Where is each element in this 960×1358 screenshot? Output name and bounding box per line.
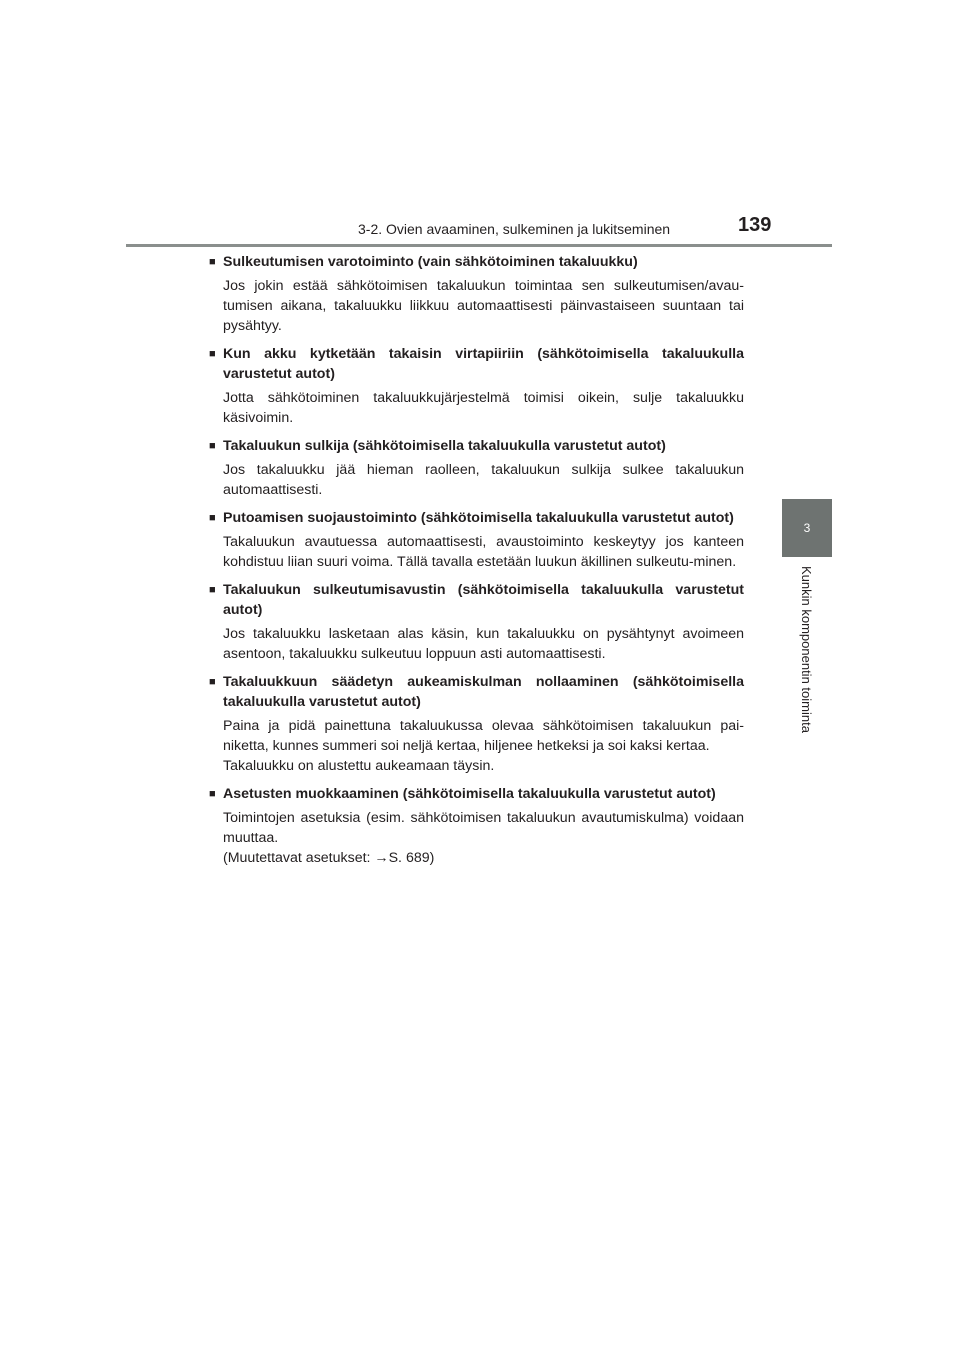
section-heading-text: Kun akku kytketään takaisin virtapiiriin (sähkötoimisella takaluukulla varustetut autot) (223, 346, 744, 382)
square-bullet-icon: ■ (209, 584, 216, 596)
section-item (209, 252, 744, 336)
section-body: Jotta sähkötoiminen takaluukkujärjestelmä toimisi oikein, sulje takaluukku käsivoimin. (223, 390, 744, 426)
section-item (209, 436, 744, 500)
section-heading-text: Asetusten muokkaaminen (sähkötoimisella takaluukulla varustetut autot) (223, 786, 716, 802)
chapter-label-text: Kunkin komponentin toiminta (799, 566, 814, 733)
section-heading (209, 508, 744, 528)
page-number: 139 (738, 214, 772, 236)
section-heading (209, 784, 744, 804)
section-heading (209, 252, 744, 272)
section-body: Jos takaluukku jää hieman raolleen, takaluukun sulkija sulkee takaluukun automaattisesti. (223, 462, 744, 498)
section-heading-text: Takaluukun sulkeutumisavustin (sähkötoimisella takaluukulla varustetut autot) (223, 582, 744, 618)
page-content (209, 252, 744, 876)
section-heading-text: Takaluukun sulkija (sähkötoimisella takaluukulla varustetut autot) (223, 438, 666, 454)
section-item (209, 672, 744, 776)
section-item (209, 508, 744, 572)
section-body: Takaluukun avautuessa automaattisesti, avaustoiminto keskeytyy jos kanteen kohdistuu liian suuri voima. Tällä tavalla estetään luukun äkillinen sulkeutu-minen. (223, 534, 744, 570)
section-heading (209, 672, 744, 712)
section-heading-text: Putoamisen suojaustoiminto (sähkötoimisella takaluukulla varustetut autot) (223, 510, 734, 526)
square-bullet-icon: ■ (209, 348, 216, 360)
page-reference[interactable]: (Muutettavat asetukset: →S. 689) (223, 850, 435, 866)
square-bullet-icon: ■ (209, 440, 216, 452)
section-heading (209, 580, 744, 620)
section-body-paragraph: Toimintojen asetuksia (esim. sähkötoimisen takaluukun avautumiskulma) voidaan muuttaa. (223, 810, 744, 846)
section-heading (209, 436, 744, 456)
square-bullet-icon: ■ (209, 256, 216, 268)
section-body: Jos takaluukku lasketaan alas käsin, kun takaluukku on pysähtynyt avoimeen asentoon, takaluukku sulkeutuu loppuun asti automaattisesti. (223, 626, 744, 662)
running-header-section-title: 3-2. Ovien avaaminen, sulkeminen ja lukitseminen (358, 221, 671, 237)
section-heading-text: Sulkeutumisen varotoiminto (vain sähkötoiminen takaluukku) (223, 254, 638, 270)
section-body (223, 716, 744, 776)
chapter-number: 3 (803, 521, 811, 535)
square-bullet-icon: ■ (209, 676, 216, 688)
chapter-tab (782, 499, 832, 557)
header-divider (126, 244, 832, 247)
square-bullet-icon: ■ (209, 512, 216, 524)
square-bullet-icon: ■ (209, 788, 216, 800)
section-item (209, 580, 744, 664)
section-item (209, 784, 744, 868)
section-body-paragraph: Paina ja pidä painettuna takaluukussa olevaa sähkötoimisen takaluukun pai-niketta, kunnes summeri soi neljä kertaa, hiljenee hetkeksi ja soi kaksi kertaa. (223, 718, 744, 754)
section-body-paragraph: Takaluukku on alustettu aukeamaan täysin. (223, 758, 495, 774)
section-item (209, 344, 744, 428)
section-heading-text: Takaluukkuun säädetyn aukeamiskulman nollaaminen (sähkötoimisella takaluukulla varustetut autot) (223, 674, 744, 710)
section-body (223, 808, 744, 868)
section-heading (209, 344, 744, 384)
section-body: Jos jokin estää sähkötoimisen takaluukun toimintaa sen sulkeutumisen/avau-tumisen aikana, takaluukku liikkuu automaattisesti päinvastaiseen suuntaan tai pysähtyy. (223, 278, 744, 334)
